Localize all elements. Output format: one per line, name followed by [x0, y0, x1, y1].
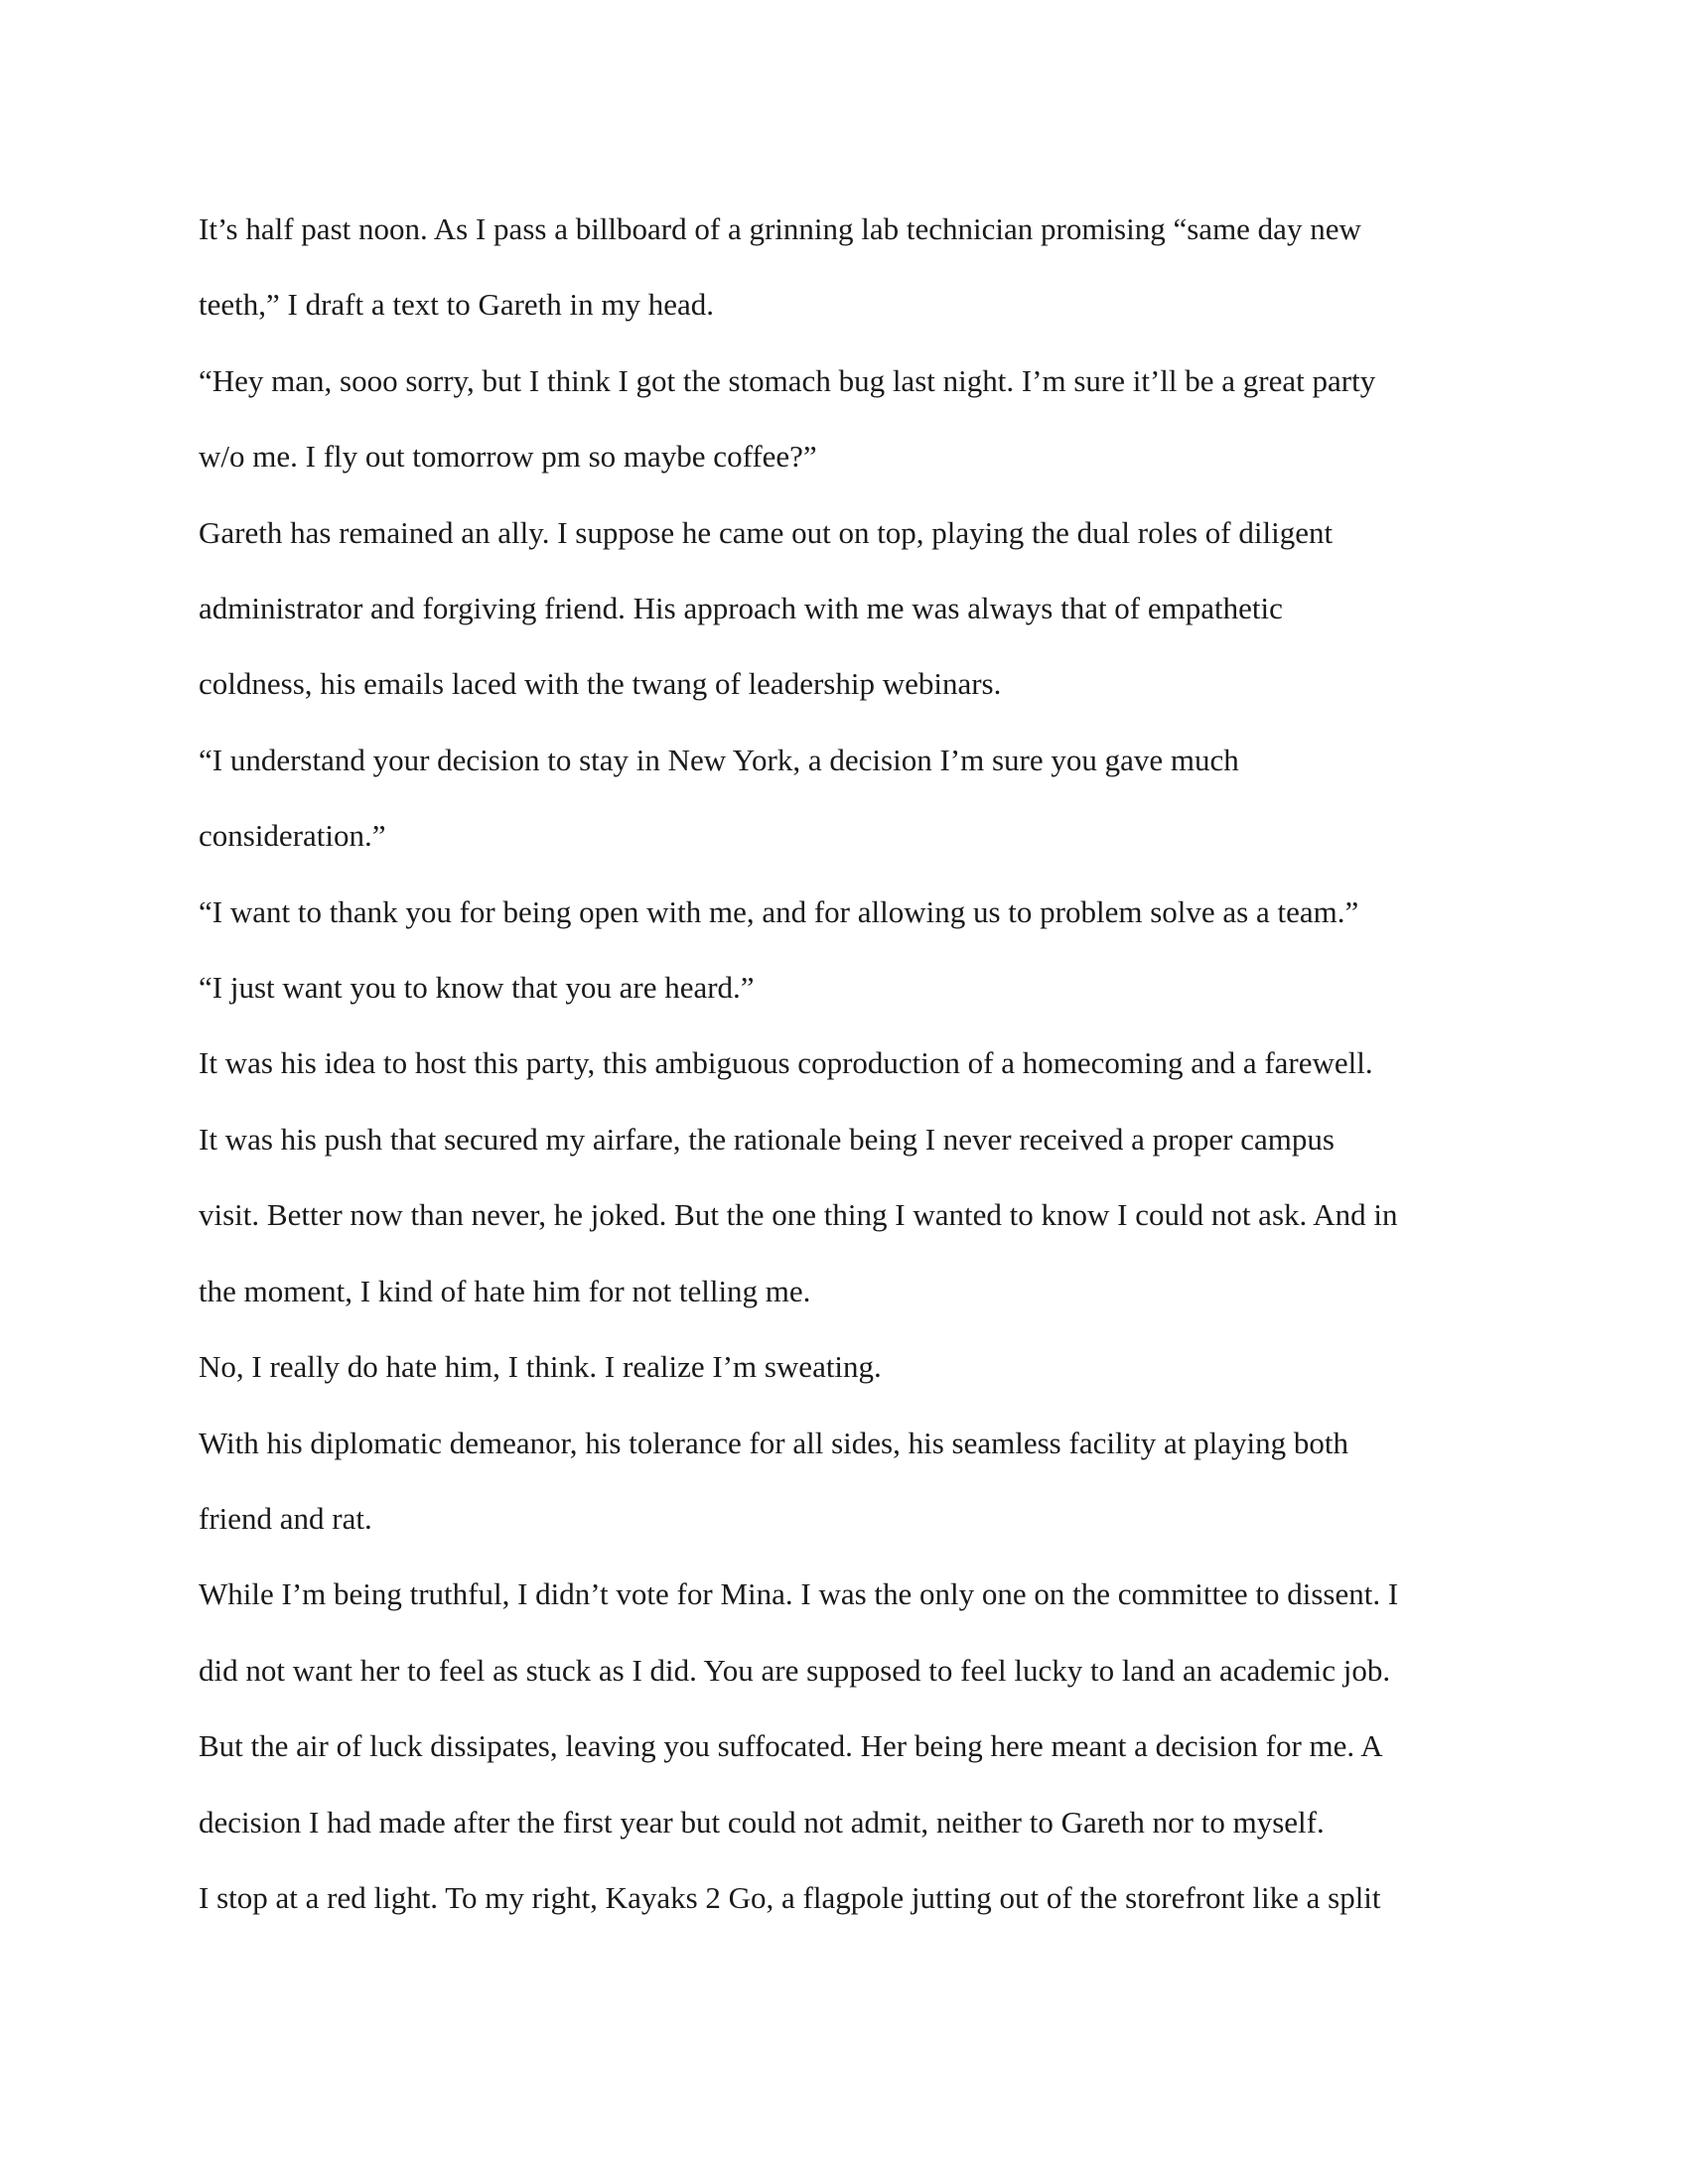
text-line: It was his idea to host this party, this ambiguous coproduction of a homecoming and a farewell. — [199, 1045, 1373, 1081]
text-line: teeth,” I draft a text to Gareth in my head. — [199, 287, 715, 323]
text-line: While I’m being truthful, I didn’t vote for Mina. I was the only one on the committee to dissent. I — [199, 1576, 1399, 1612]
text-line: “Hey man, sooo sorry, but I think I got the stomach bug last night. I’m sure it’ll be a great party — [199, 362, 1376, 398]
text-line: visit. Better now than never, he joked. But the one thing I wanted to know I could not ask. And in — [199, 1197, 1398, 1233]
text-line: “I want to thank you for being open with me, and for allowing us to problem solve as a team.” — [199, 893, 1359, 929]
text-line: w/o me. I fly out tomorrow pm so maybe coffee?” — [199, 439, 817, 475]
text-line: It’s half past noon. As I pass a billboard of a grinning lab technician promising “same day new — [199, 211, 1361, 246]
text-line: consideration.” — [199, 818, 386, 854]
text-line: “I just want you to know that you are heard.” — [199, 970, 755, 1006]
text-line: No, I really do hate him, I think. I realize I’m sweating. — [199, 1349, 882, 1385]
text-line: Gareth has remained an ally. I suppose he came out on top, playing the dual roles of diligent — [199, 514, 1334, 550]
text-line: coldness, his emails laced with the twang of leadership webinars. — [199, 666, 1002, 702]
text-line: the moment, I kind of hate him for not telling me. — [199, 1273, 811, 1308]
text-line: did not want her to feel as stuck as I did. You are supposed to feel lucky to land an academic job. — [199, 1652, 1391, 1688]
body-text — [199, 192, 1499, 1936]
text-line: I stop at a red light. To my right, Kayaks 2 Go, a flagpole jutting out of the storefront like a split — [199, 1879, 1381, 1915]
text-line: “I understand your decision to stay in New York, a decision I’m sure you gave much — [199, 742, 1239, 777]
text-line: friend and rat. — [199, 1500, 372, 1536]
text-line: administrator and forgiving friend. His approach with me was always that of empathetic — [199, 591, 1283, 626]
text-line: But the air of luck dissipates, leaving you suffocated. Her being here meant a decision for me. A — [199, 1728, 1383, 1764]
text-line: It was his push that secured my airfare, the rationale being I never received a proper campus — [199, 1121, 1335, 1157]
text-line: decision I had made after the first year but could not admit, neither to Gareth nor to myself. — [199, 1804, 1325, 1840]
text-line: With his diplomatic demeanor, his tolerance for all sides, his seamless facility at playing both — [199, 1425, 1349, 1460]
